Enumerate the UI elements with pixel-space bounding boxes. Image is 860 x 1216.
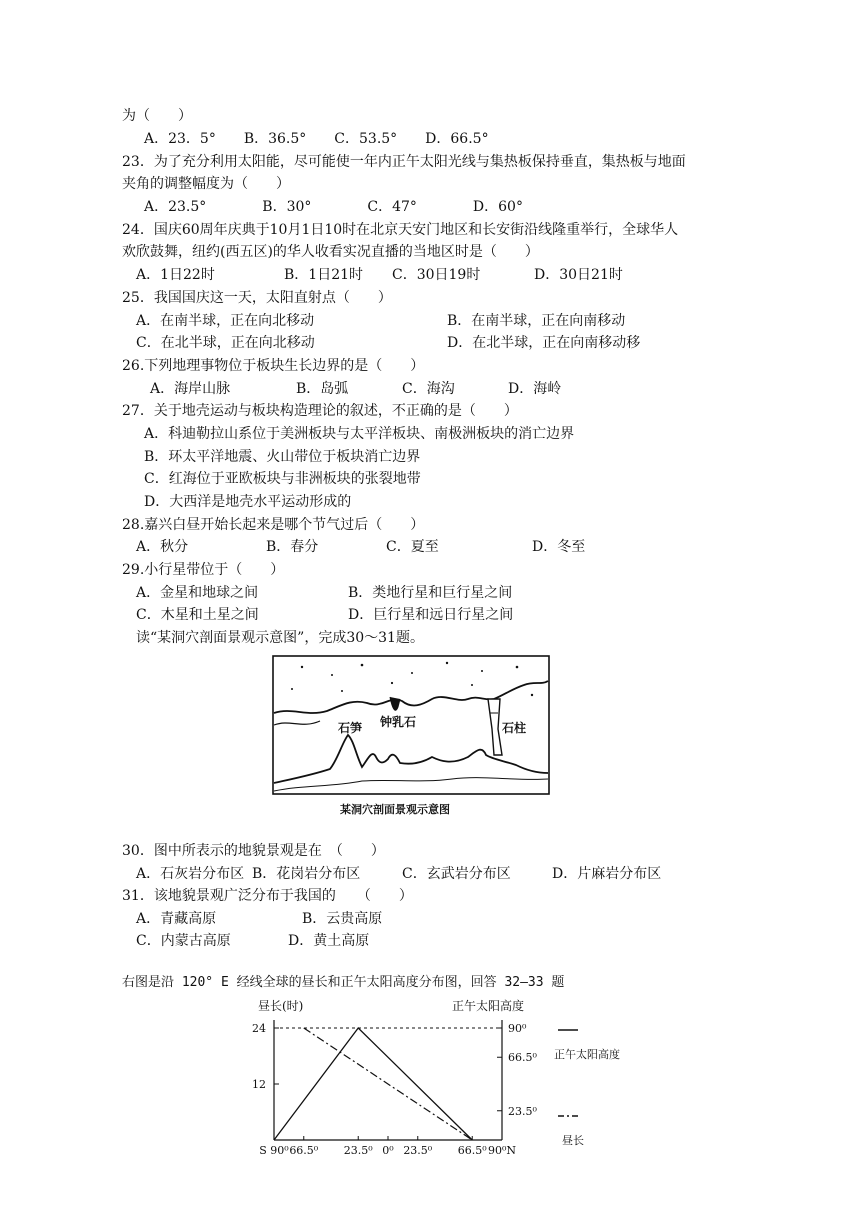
x-tick-label: 0⁰ (382, 1144, 394, 1157)
q30-31-intro: 读“某洞穴剖面景观示意图”，完成30～31题。 (136, 630, 424, 646)
y-right-tick-label: 23.5⁰ (508, 1104, 537, 1118)
x-tick-label: 90⁰N (487, 1144, 517, 1157)
stalactite (390, 697, 400, 710)
q25-option-a: A．在南半球，正在向北移动 (136, 313, 315, 329)
q27-option-a: A．科迪勒拉山系位于美洲板块与太平洋板块、南极洲板块的消亡边界 (144, 426, 575, 442)
q25-option-d: D．在北半球，正在向南移动移 (447, 335, 641, 351)
q25-stem: 25．我国国庆这一天，太阳直射点（ ） (122, 290, 392, 306)
q27-option-c: C．红海位于亚欧板块与非洲板块的张裂地带 (144, 471, 421, 487)
q27-stem: 27．关于地壳运动与板块构造理论的叙述，不正确的是（ ） (122, 403, 518, 419)
q24-stem: 24．国庆60周年庆典于10月1日10时在北京天安门地区和长安街沿线隆重举行，全球华人 (122, 222, 679, 238)
q24-option-b: B．1日21时 (284, 267, 364, 283)
y-left-tick-label: 24 (252, 1022, 266, 1035)
q29-option-c: C．木星和土星之间 (136, 607, 259, 623)
q26-stem: 26.下列地理事物位于板块生长边界的是（ ） (122, 358, 425, 374)
daylength-chart (240, 996, 680, 1160)
q31-option-b: B．云贵高原 (302, 911, 383, 927)
label-stalagmite: 石笋 (338, 721, 363, 735)
x-tick-label: 23.5⁰ (343, 1144, 373, 1157)
cave-ceiling (274, 681, 548, 713)
y-right-label: 正午太阳高度 (452, 999, 525, 1013)
q29-option-b: B．类地行星和巨行星之间 (348, 585, 513, 601)
x-tick-label: 23.5⁰ (403, 1144, 433, 1157)
y-right-tick-label: 66.5⁰ (508, 1051, 537, 1065)
x-tick-label: 66.5⁰ (457, 1144, 487, 1157)
q23-stem-cont: 夹角的调整幅度为（ ） (122, 176, 290, 192)
y-left-label: 昼长(时) (258, 999, 304, 1013)
q26-option-a: A．海岸山脉 (150, 381, 231, 397)
legend-label-day-length: 昼长 (562, 1134, 584, 1147)
label-column: 石柱 (502, 721, 527, 735)
legend-label-noon-altitude: 正午太阳高度 (554, 1048, 620, 1061)
q28-option-c: C．夏至 (386, 539, 439, 555)
q31-stem: 31．该地貌景观广泛分布于我国的 （ ） (122, 888, 413, 904)
q31-option-a: A．青藏高原 (136, 911, 217, 927)
cave-figure (272, 655, 550, 795)
q24-option-d: D．30日21时 (534, 267, 623, 283)
cave-floor (274, 735, 548, 783)
cave-bedrock (274, 778, 548, 791)
q30-option-d: D．片麻岩分布区 (552, 866, 662, 882)
daylength-chart-svg (240, 996, 680, 1160)
stone-column (488, 699, 502, 755)
cave-ceiling-inner (274, 721, 320, 725)
q32-33-intro: 右图是沿 120° E 经线全球的昼长和正午太阳高度分布图，回答 32—33 题 (122, 975, 565, 990)
q28-option-d: D．冬至 (532, 539, 586, 555)
q30-option-c: C．玄武岩分布区 (402, 866, 511, 882)
rock-speckles (291, 662, 533, 696)
label-stalactite: 钟乳石 (380, 715, 417, 729)
series-noon-sun-altitude (274, 1028, 472, 1140)
q30-option-a: A．石灰岩分布区 (136, 866, 245, 882)
cave-caption: 某洞穴剖面景观示意图 (340, 803, 450, 816)
q26-option-b: B．岛弧 (296, 381, 349, 397)
q24-option-c: C．30日19时 (392, 267, 481, 283)
q22-stem-end: 为（ ） (122, 108, 192, 124)
x-tick-label: 66.5⁰ (289, 1144, 319, 1157)
q28-stem: 28.嘉兴白昼开始长起来是哪个节气过后（ ） (122, 517, 425, 533)
q31-option-c: C．内蒙古高原 (136, 933, 231, 949)
q29-option-d: D．巨行星和远日行星之间 (348, 607, 514, 623)
q27-option-b: B．环太平洋地震、火山带位于板块消亡边界 (144, 449, 421, 465)
q24-option-a: A．1日22时 (136, 267, 215, 283)
q26-option-d: D．海岭 (508, 381, 562, 397)
q23-options: A．23.5° B．30° C．47° D．60° (144, 199, 523, 215)
q25-option-c: C．在北半球，正在向北移动 (136, 335, 315, 351)
q30-option-b: B．花岗岩分布区 (252, 866, 361, 882)
q26-option-c: C．海沟 (402, 381, 455, 397)
q31-option-d: D．黄土高原 (288, 933, 370, 949)
series-day-length (304, 1028, 472, 1140)
q29-stem: 29.小行星带位于（ ） (122, 562, 285, 578)
q25-option-b: B．在南半球，正在向南移动 (447, 313, 626, 329)
q29-option-a: A．金星和地球之间 (136, 585, 259, 601)
y-left-tick-label: 12 (252, 1078, 266, 1091)
q28-option-a: A．秋分 (136, 539, 189, 555)
q24-stem-cont: 欢欣鼓舞，纽约(西五区)的华人收看实况直播的当地区时是（ ） (122, 244, 539, 260)
q27-option-d: D．大西洋是地壳水平运动形成的 (144, 494, 352, 510)
q23-stem: 23．为了充分利用太阳能，尽可能使一年内正午太阳光线与集热板保持垂直，集热板与地面 (122, 154, 686, 170)
x-tick-label: S 90⁰ (259, 1144, 289, 1157)
y-right-tick-label: 90⁰ (508, 1022, 527, 1035)
q22-options: A．23．5° B．36.5° C．53.5° D．66.5° (144, 131, 489, 147)
q28-option-b: B．春分 (266, 539, 319, 555)
q30-stem: 30．图中所表示的地貌景观是在 （ ） (122, 843, 385, 859)
